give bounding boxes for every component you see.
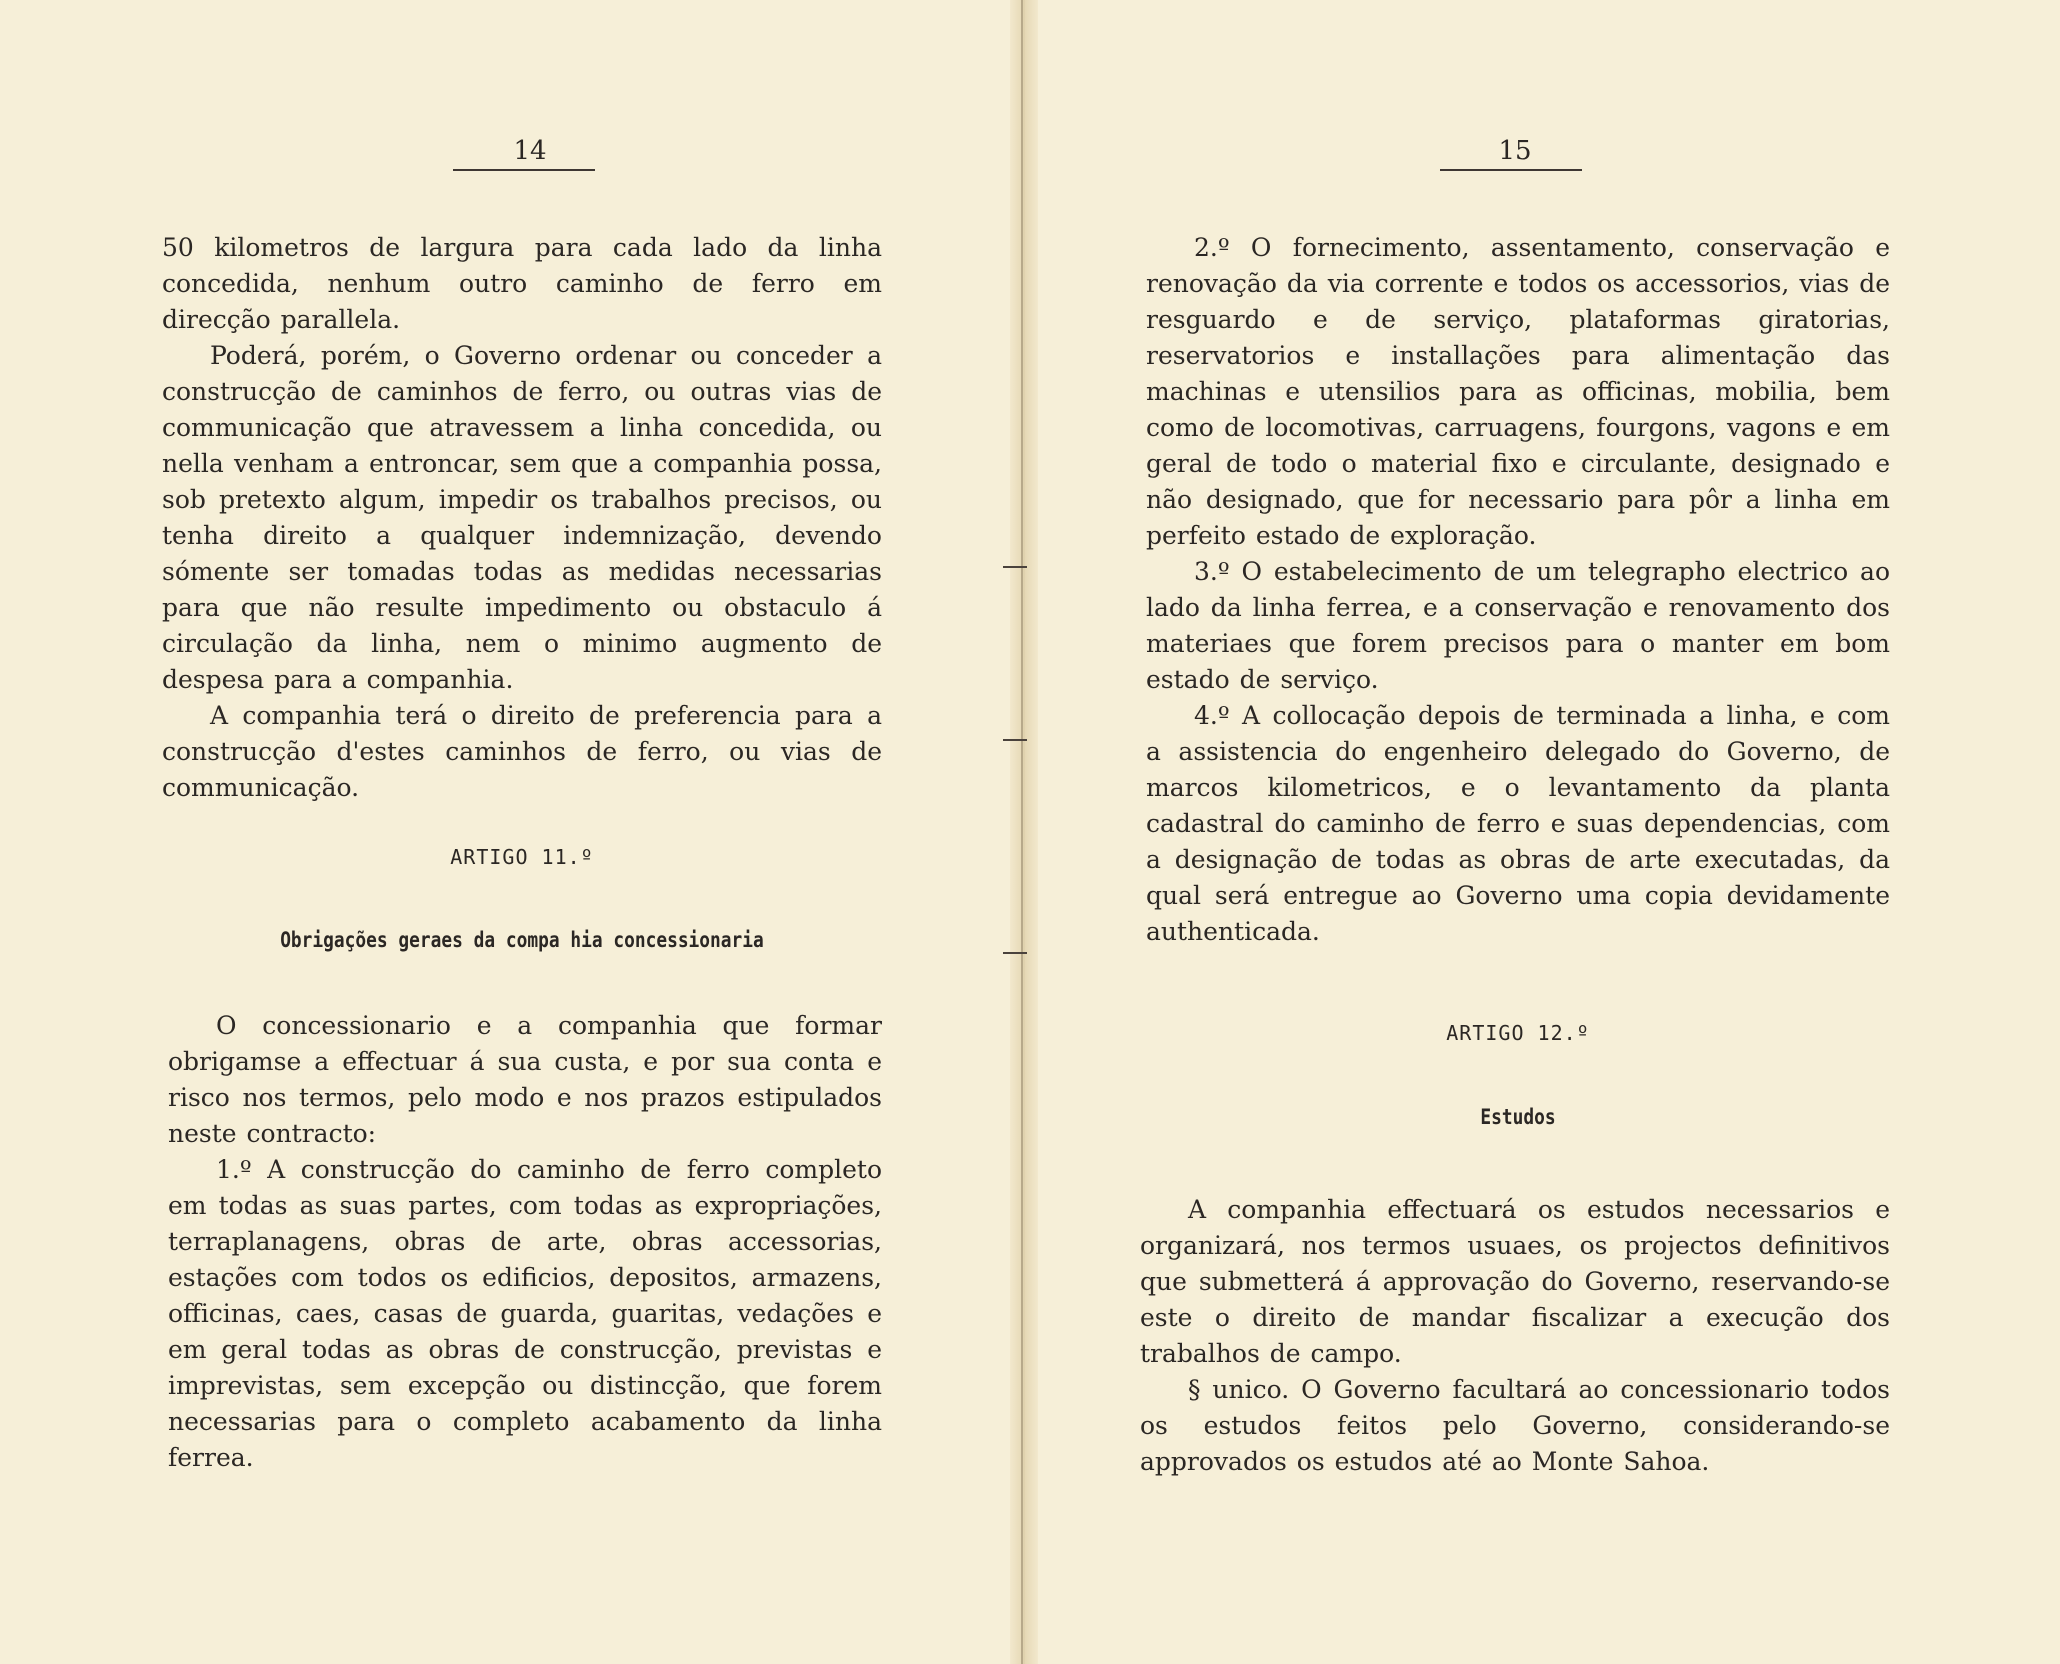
- right-page: [1022, 0, 2060, 1664]
- article-heading: ARTIGO 11.º: [450, 845, 594, 869]
- left-page: [0, 0, 1022, 1664]
- page-number: 14: [513, 136, 547, 166]
- right-lower-text: [1140, 1192, 1890, 1480]
- list-item: 4.º A collocação depois de terminada a linha, e com a assistencia do engenheiro delegado do Governo, de marcos kilometricos, e o levantamento da planta cadastral do caminho de ferro e suas dependencias, com a designação de todas as obras de arte executadas, da qual será entregue ao Governo uma copia devidamente authenticada.: [1146, 701, 1890, 946]
- paragraph: § unico. O Governo facultará ao concessionario todos os estudos feitos pelo Governo, considerando-se approvados os estudos até ao Monte Sahoa.: [1140, 1375, 1890, 1476]
- paragraph: Poderá, porém, o Governo ordenar ou conceder a construcção de caminhos de ferro, ou outras vias de communicação que atravessem a linha concedida, ou nella venham a entroncar, sem que a companhia possa, sob pretexto algum, impedir os trabalhos precisos, ou tenha direito a qualquer indemnização, devendo sómente ser tomadas todas as medidas necessarias para que não resulte impedimento ou obstaculo á circulação da linha, nem o minimo augmento de despesa para a companhia.: [162, 341, 882, 694]
- article-heading: ARTIGO 12.º: [1446, 1021, 1590, 1045]
- left-lower-text: [168, 1008, 882, 1476]
- article-title: Estudos: [1480, 1105, 1556, 1129]
- paragraph: A companhia terá o direito de preferencia para a construcção d'estes caminhos de ferro, ou vias de communicação.: [162, 701, 882, 802]
- paragraph: 50 kilometros de largura para cada lado da linha concedida, nenhum outro caminho de ferro em direcção parallela.: [162, 233, 882, 334]
- article-title: Obrigações geraes da compa hia concessionaria: [280, 928, 764, 952]
- list-item: 3.º O estabelecimento de um telegrapho electrico ao lado da linha ferrea, e a conservação e renovamento dos materiaes que forem precisos para o manter em bom estado de serviço.: [1146, 557, 1890, 694]
- page-number-rule: [453, 169, 595, 171]
- paragraph: A companhia effectuará os estudos necessarios e organizará, nos termos usuaes, os projectos definitivos que submetterá á approvação do Governo, reservando-se este o direito de mandar fiscalizar a execução dos trabalhos de campo.: [1140, 1195, 1890, 1368]
- right-upper-text: [1146, 230, 1890, 950]
- list-item: 1.º A construcção do caminho de ferro completo em todas as suas partes, com todas as expropriações, terraplanagens, obras de arte, obras accessorias, estações com todos os edificios, depositos, armazens, officinas, caes, casas de guarda, guaritas, vedações e em geral todas as obras de construcção, previstas e imprevistas, sem excepção ou distincção, que forem necessarias para o completo acabamento da linha ferrea.: [168, 1155, 882, 1472]
- list-item: 2.º O fornecimento, assentamento, conservação e renovação da via corrente e todos os accessorios, vias de resguardo e de serviço, plataformas giratorias, reservatorios e installações para alimentação das machinas e utensilios para as officinas, mobilia, bem como de locomotivas, carruagens, fourgons, vagons e em geral de todo o material fixo e circulante, designado e não designado, que for necessario para pôr a linha em perfeito estado de exploração.: [1146, 233, 1890, 550]
- paragraph: O concessionario e a companhia que formar obrigamse a effectuar á sua custa, e por sua conta e risco nos termos, pelo modo e nos prazos estipulados neste contracto:: [168, 1011, 882, 1148]
- page-number-rule: [1440, 169, 1582, 171]
- page-number: 15: [1498, 136, 1532, 166]
- left-upper-text: [162, 230, 882, 806]
